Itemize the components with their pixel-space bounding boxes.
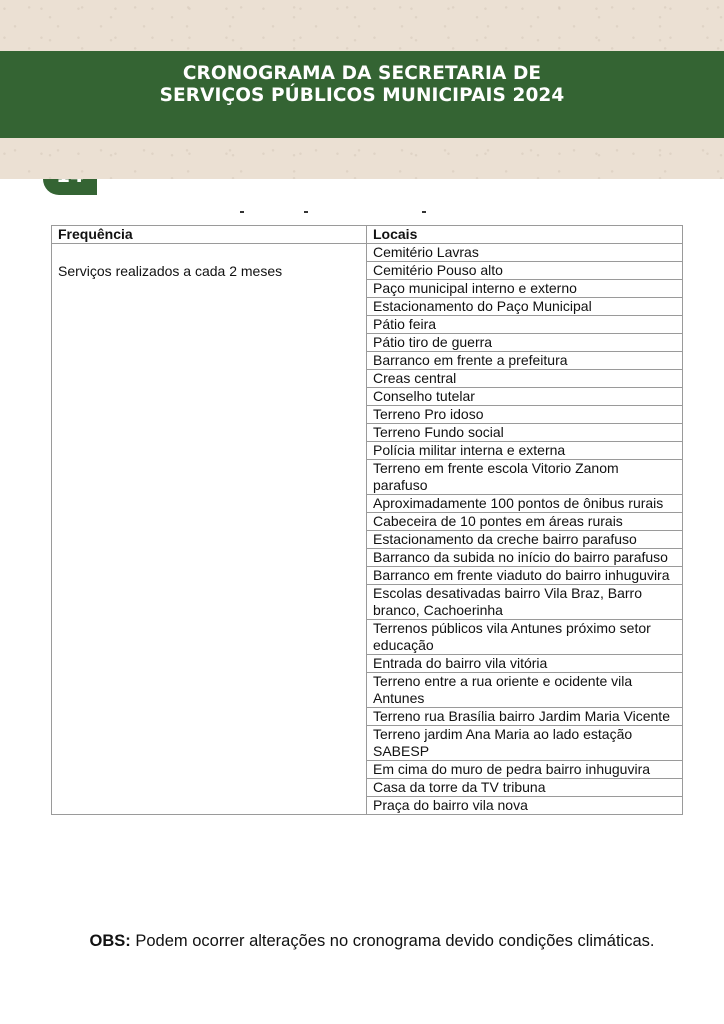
local-cell: Terreno em frente escola Vitorio Zanom parafuso: [367, 460, 683, 495]
schedule-table: [51, 225, 683, 815]
column-header-frequencia: Frequência: [52, 226, 367, 244]
local-cell: Cemitério Pouso alto: [367, 262, 683, 280]
local-cell: Barranco em frente a prefeitura: [367, 352, 683, 370]
local-cell: Estacionamento da creche bairro parafuso: [367, 531, 683, 549]
column-header-locais: Locais: [367, 226, 683, 244]
page-title-line-2: SERVIÇOS PÚBLICOS MUNICIPAIS 2024: [159, 85, 565, 106]
frequency-cell: Serviços realizados a cada 2 meses: [52, 244, 367, 815]
local-cell: Terreno Pro idoso: [367, 406, 683, 424]
local-cell: Cemitério Lavras: [367, 244, 683, 262]
local-cell: Escolas desativadas bairro Vila Braz, Barro branco, Cachoerinha: [367, 585, 683, 620]
local-cell: Barranco da subida no início do bairro parafuso: [367, 549, 683, 567]
table-body: [52, 244, 683, 815]
local-cell: Pátio feira: [367, 316, 683, 334]
table-header-row: [52, 226, 683, 244]
local-cell: Terreno Fundo social: [367, 424, 683, 442]
local-cell: Conselho tutelar: [367, 388, 683, 406]
local-cell: Cabeceira de 10 pontes em áreas rurais: [367, 513, 683, 531]
local-cell: Terreno jardim Ana Maria ao lado estação SABESP: [367, 726, 683, 761]
local-cell: Barranco em frente viaduto do bairro inhuguvira: [367, 567, 683, 585]
page-title: [0, 63, 724, 107]
observation-note: [0, 932, 724, 951]
local-cell: Terreno rua Brasília bairro Jardim Maria Vicente: [367, 708, 683, 726]
local-cell: Terrenos públicos vila Antunes próximo setor educação: [367, 620, 683, 655]
local-cell: Estacionamento do Paço Municipal: [367, 298, 683, 316]
title-banner: [0, 51, 724, 138]
local-cell: Polícia militar interna e externa: [367, 442, 683, 460]
local-cell: Em cima do muro de pedra bairro inhuguvira: [367, 761, 683, 779]
local-cell: Paço municipal interno e externo: [367, 280, 683, 298]
local-cell: Pátio tiro de guerra: [367, 334, 683, 352]
clipped-caption-fragment: [230, 203, 500, 213]
table-row: [52, 244, 683, 262]
local-cell: Aproximadamente 100 pontos de ônibus rurais: [367, 495, 683, 513]
observation-label: OBS:: [89, 932, 131, 950]
local-cell: Terreno entre a rua oriente e ocidente vila Antunes: [367, 673, 683, 708]
local-cell: Creas central: [367, 370, 683, 388]
local-cell: Praça do bairro vila nova: [367, 797, 683, 815]
local-cell: Entrada do bairro vila vitória: [367, 655, 683, 673]
local-cell: Casa da torre da TV tribuna: [367, 779, 683, 797]
observation-text: Podem ocorrer alterações no cronograma devido condições climáticas.: [130, 932, 655, 950]
page-title-line-1: CRONOGRAMA DA SECRETARIA DE: [182, 63, 542, 84]
